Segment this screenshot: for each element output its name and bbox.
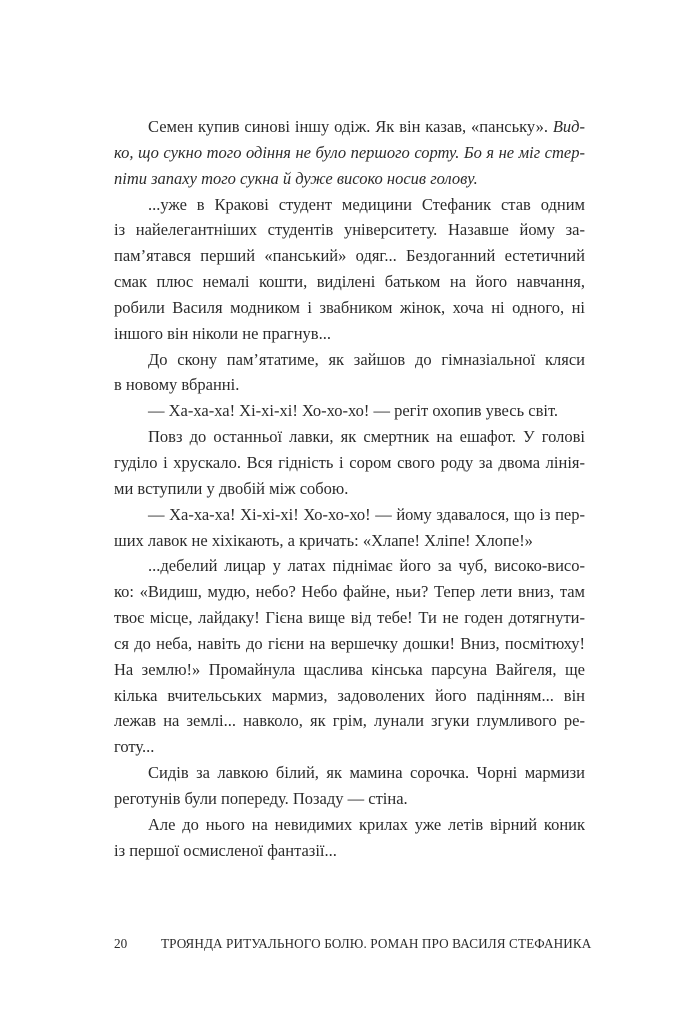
paragraph xyxy=(114,424,585,502)
text-line: ...дебелий лицар у латах піднімає його за чуб, високо-висо- xyxy=(148,556,585,576)
text-line: ся до неба, навіть до гієни на вершечку дошки! Вниз, посмітюху! xyxy=(114,633,585,653)
text-line: — Ха-ха-ха! Хі-хі-хі! Хо-хо-хо! — регіт охопив увесь світ. xyxy=(148,401,559,421)
text-line: іншого він ніколи не прагнув... xyxy=(114,323,331,343)
italic-segment: Вид- xyxy=(552,117,585,136)
text-line: твоє місце, лайдаку! Гієна вище від тебе! Ти не годен дотягнути- xyxy=(114,608,585,628)
paragraph xyxy=(114,192,585,347)
paragraph xyxy=(114,347,585,399)
text-line: кілька вчительських мармиз, задоволених його падінням... він xyxy=(114,685,585,705)
text-line: робили Василя модником і звабником жінок, хоча ні одного, ні xyxy=(114,297,585,317)
text-line: реготунів були попереду. Позаду — стіна. xyxy=(114,788,408,808)
text-line: ко, що сукно того одіння не було першого сорту. Бо я не міг стер- xyxy=(114,142,585,162)
text-segment: Семен купив синові іншу одіж. Як він казав, «панську». xyxy=(148,117,553,136)
text-line: лежав на землі... навколо, як грім, лунали згуки глумливого ре- xyxy=(114,711,585,731)
text-line: На землю!» Промайнула щаслива кінська парсуна Вайгеля, ще xyxy=(114,659,585,679)
text-line: піти запаху того сукна й дуже високо носив голову. xyxy=(114,168,478,188)
text-line xyxy=(114,114,585,140)
text-line: гуділо і хрускало. Вся гідність і сором свого роду за двома лінія- xyxy=(114,452,585,472)
text-line: Але до нього на невидимих крилах уже летів вірний коник xyxy=(148,814,585,834)
paragraph xyxy=(114,502,585,554)
text-line: ко: «Видиш, мудю, небо? Небо файне, ньи? Тепер лети вниз, там xyxy=(114,582,585,602)
text-line: із першої осмисленої фантазії... xyxy=(114,840,337,860)
text-line: — Ха-ха-ха! Хі-хі-хі! Хо-хо-хо! — йому здавалося, що із пер- xyxy=(148,504,585,524)
text-line: із найелегантніших студентів університету. Назавше йому за- xyxy=(114,220,585,240)
text-line: До скону пам’ятатиме, як зайшов до гімназіальної кляси xyxy=(148,349,585,369)
text-line: в новому вбранні. xyxy=(114,375,240,395)
paragraph xyxy=(114,812,585,864)
text-line: ...уже в Кракові студент медицини Стефаник став одним xyxy=(148,194,585,214)
text-line: Повз до останньої лавки, як смертник на ешафот. У голові xyxy=(148,427,585,447)
text-line: пам’ятався перший «панський» одяг... Бездоганний естетичний xyxy=(114,246,585,266)
text-line: ми вступили у двобій між собою. xyxy=(114,478,349,498)
running-title: ТРОЯНДА РИТУАЛЬНОГО БОЛЮ. РОМАН ПРО ВАСИЛЯ СТЕФАНИКА xyxy=(161,936,592,951)
text-line: смак плюс немалі кошти, виділені батьком на його навчання, xyxy=(114,272,585,292)
text-line: готу... xyxy=(114,737,155,757)
text-line: ших лавок не хіхікають, а кричать: «Хлапе! Хліпе! Хлопе!» xyxy=(114,530,533,550)
page-number: 20 xyxy=(114,936,128,951)
paragraph xyxy=(114,114,585,192)
body-text xyxy=(114,114,585,863)
paragraph xyxy=(114,553,585,760)
text-line: Сидів за лавкою білий, як мамина сорочка. Чорні мармизи xyxy=(148,763,585,783)
paragraph xyxy=(114,760,585,812)
paragraph xyxy=(114,398,585,424)
